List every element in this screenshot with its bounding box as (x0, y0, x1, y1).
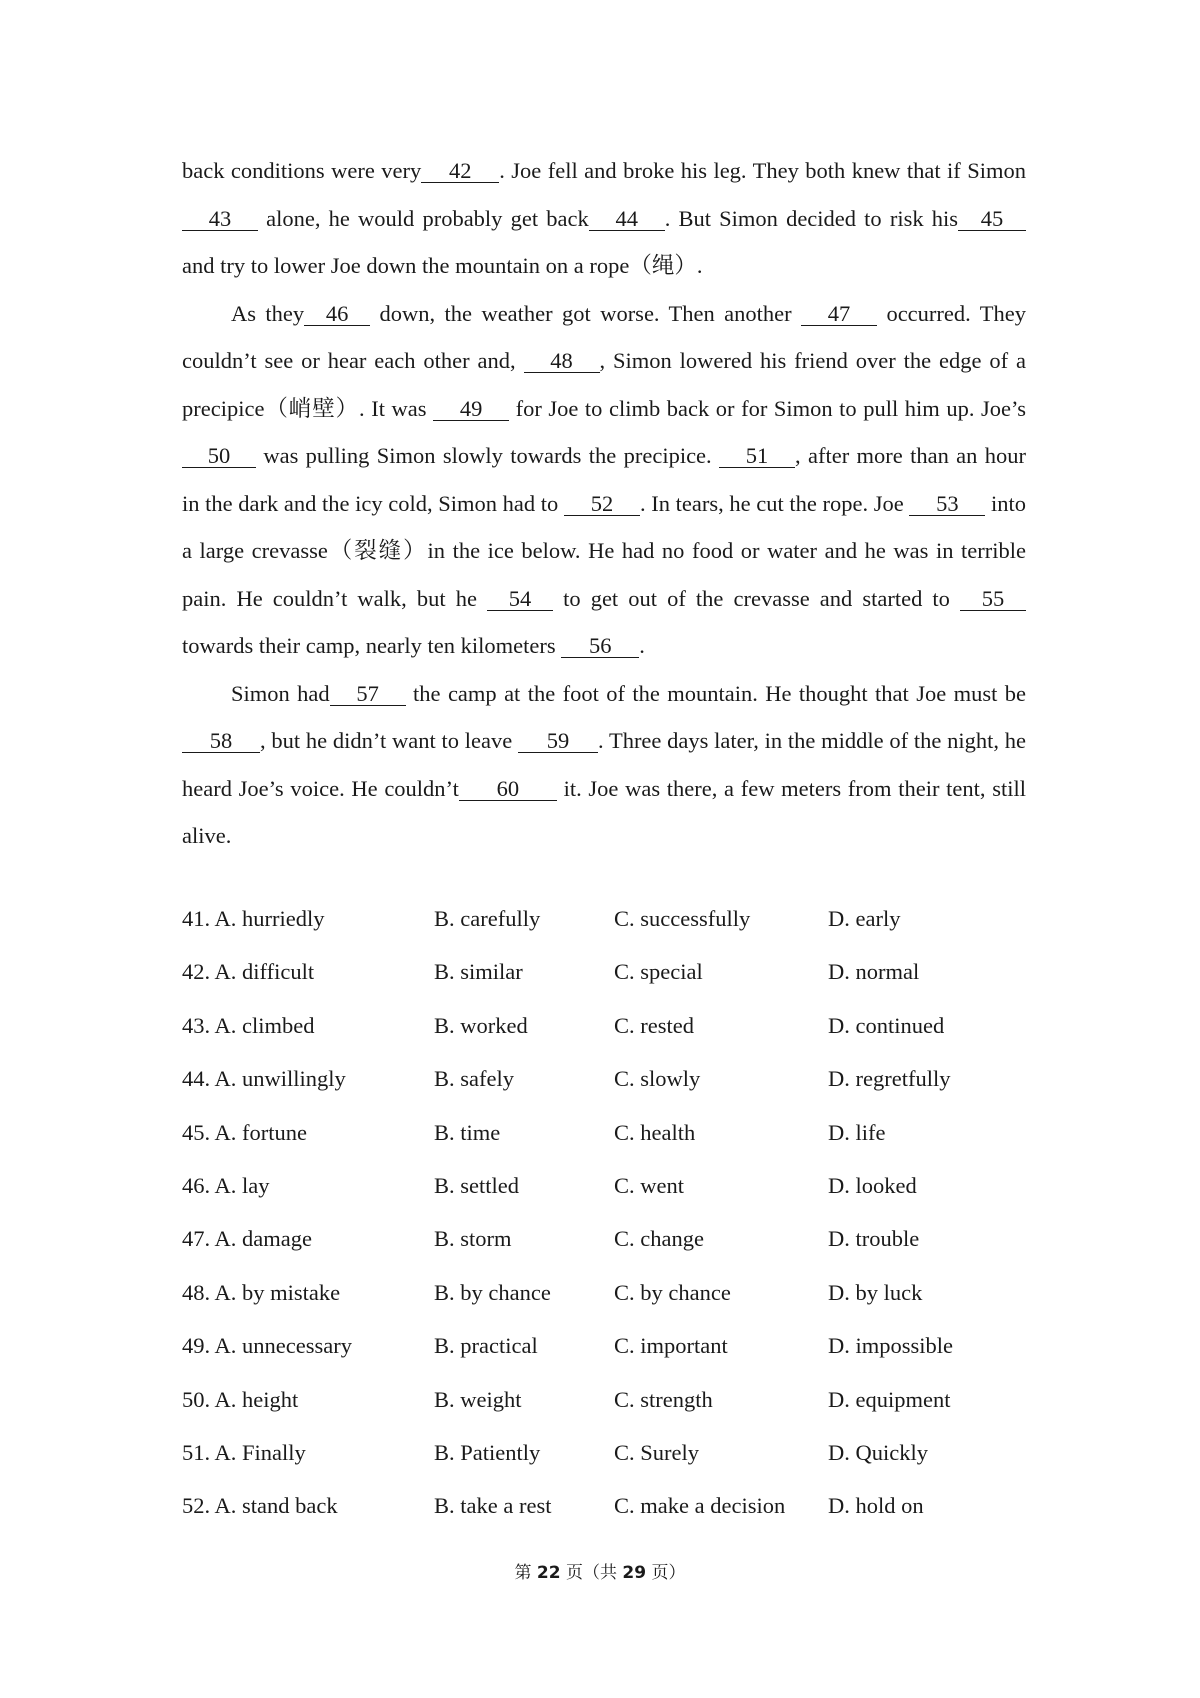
option-b: B. safely (434, 1066, 514, 1092)
option-b: B. similar (434, 959, 523, 985)
option-a: 49. A. unnecessary (182, 1333, 352, 1359)
blank-54: 54 (487, 588, 553, 611)
option-b: B. by chance (434, 1279, 551, 1305)
option-c: C. Surely (614, 1439, 700, 1465)
option-a: 51. A. Finally (182, 1439, 306, 1465)
blank-45: 45 (958, 208, 1026, 231)
page-number: 22 (536, 1563, 561, 1583)
option-row (182, 1066, 1042, 1119)
text: back conditions were very (182, 158, 422, 183)
text: . (639, 633, 645, 658)
text: alone, he would probably get back (258, 205, 589, 231)
option-c: C. by chance (614, 1279, 731, 1305)
option-d: D. hold on (828, 1493, 924, 1519)
option-c: C. slowly (614, 1066, 701, 1092)
blank-43: 43 (182, 208, 258, 231)
text: down, the weather got worse. Then another (370, 300, 802, 326)
option-row (182, 1440, 1042, 1493)
option-b: B. settled (434, 1172, 519, 1198)
option-d: D. equipment (828, 1386, 951, 1412)
option-d: D. normal (828, 959, 920, 985)
option-d: D. regretfully (828, 1066, 951, 1092)
text: occurred. They couldn’t see or hear each other and, (182, 300, 1026, 373)
option-row (182, 1387, 1042, 1440)
option-c: C. rested (614, 1012, 694, 1038)
option-b: B. worked (434, 1012, 528, 1038)
blank-60: 60 (459, 778, 557, 801)
text: , after more than an hour in the dark and the icy cold, Simon had to (182, 443, 1026, 516)
text: for Joe to climb back or for Simon to pull him up. Joe’s (509, 395, 1026, 421)
blank-42: 42 (421, 160, 499, 183)
option-c: C. important (614, 1333, 728, 1359)
blank-55: 55 (960, 588, 1026, 611)
option-row (182, 1333, 1042, 1386)
option-a: 43. A. climbed (182, 1012, 315, 1038)
option-b: B. carefully (434, 906, 541, 931)
paragraph-1 (182, 147, 1026, 290)
blank-53: 53 (909, 493, 985, 516)
option-row (182, 959, 1042, 1012)
text: was pulling Simon slowly towards the precipice. (256, 443, 720, 468)
option-c: C. health (614, 1119, 696, 1145)
option-row (182, 1493, 1042, 1546)
blank-59: 59 (518, 730, 598, 753)
option-a: 48. A. by mistake (182, 1279, 341, 1305)
option-a: 42. A. difficult (182, 959, 315, 985)
option-d: D. Quickly (828, 1439, 928, 1465)
option-d: D. impossible (828, 1333, 954, 1359)
option-c: C. successfully (614, 906, 751, 931)
option-d: D. continued (828, 1012, 945, 1038)
blank-51: 51 (719, 445, 795, 468)
text: towards their camp, nearly ten kilometers (182, 633, 562, 658)
option-d: D. early (828, 906, 901, 931)
option-row (182, 1173, 1042, 1226)
option-b: B. weight (434, 1386, 522, 1412)
option-a: 46. A. lay (182, 1172, 270, 1198)
footer-text: 第 (514, 1563, 532, 1583)
option-b: B. storm (434, 1226, 512, 1252)
blank-49: 49 (433, 398, 509, 421)
option-a: 50. A. height (182, 1386, 299, 1412)
page-footer (0, 1558, 1200, 1583)
paragraph-2 (182, 290, 1026, 670)
option-b: B. time (434, 1119, 501, 1145)
text: . In tears, he cut the rope. Joe (639, 490, 910, 516)
option-d: D. looked (828, 1172, 917, 1198)
option-b: B. take a rest (434, 1493, 552, 1519)
text: , but he didn’t want to leave (260, 728, 518, 753)
blank-47: 47 (801, 303, 877, 326)
option-a: 47. A. damage (182, 1226, 312, 1252)
option-row (182, 1226, 1042, 1279)
blank-48: 48 (524, 350, 600, 373)
option-c: C. change (614, 1226, 704, 1252)
text: As they (231, 300, 305, 326)
text: . But Simon decided to risk his (664, 205, 958, 231)
text: , Simon lowered his friend over the edge of a precipice（峭壁）. It was (182, 348, 1026, 421)
paragraph-3 (182, 670, 1026, 860)
option-c: C. went (614, 1172, 684, 1198)
answer-options (182, 906, 1042, 1547)
option-row (182, 906, 1042, 959)
option-row (182, 1120, 1042, 1173)
option-d: D. life (828, 1119, 886, 1145)
option-b: B. Patiently (434, 1439, 541, 1465)
option-c: C. special (614, 959, 703, 985)
text: into a large crevasse（裂缝）in the ice below. He had no food or water and he was in terrible pain. He couldn’t walk, but he (182, 490, 1027, 611)
text: to get out of the crevasse and started to (553, 585, 960, 611)
text: . Joe fell and broke his leg. They both knew that if Simon (499, 158, 1026, 183)
blank-44: 44 (589, 208, 665, 231)
option-c: C. strength (614, 1386, 713, 1412)
text: it. Joe was there, a few meters from their tent, still alive. (182, 775, 1026, 848)
option-a: 52. A. stand back (182, 1493, 338, 1519)
blank-46: 46 (304, 303, 370, 326)
blank-50: 50 (182, 445, 256, 468)
option-a: 41. A. hurriedly (182, 906, 325, 931)
text: Simon had (231, 680, 330, 706)
footer-text: 页（共 (566, 1563, 617, 1583)
blank-58: 58 (182, 730, 260, 753)
text: the camp at the foot of the mountain. He thought that Joe must be (405, 680, 1026, 706)
option-a: 45. A. fortune (182, 1119, 307, 1145)
footer-text: 页） (651, 1563, 686, 1583)
blank-56: 56 (561, 635, 639, 658)
blank-57: 57 (330, 683, 406, 706)
option-c: C. make a decision (614, 1493, 786, 1519)
text: and try to lower Joe down the mountain on a rope（绳）. (182, 253, 703, 278)
option-row (182, 1280, 1042, 1333)
option-a: 44. A. unwillingly (182, 1066, 346, 1092)
blank-52: 52 (564, 493, 640, 516)
cloze-passage (182, 147, 1026, 860)
text: . Three days later, in the middle of the night, he heard Joe’s voice. He couldn’t (182, 728, 1026, 801)
total-pages: 29 (622, 1563, 647, 1583)
option-d: D. trouble (828, 1226, 920, 1252)
option-b: B. practical (434, 1333, 538, 1359)
option-row (182, 1013, 1042, 1066)
option-d: D. by luck (828, 1279, 923, 1305)
